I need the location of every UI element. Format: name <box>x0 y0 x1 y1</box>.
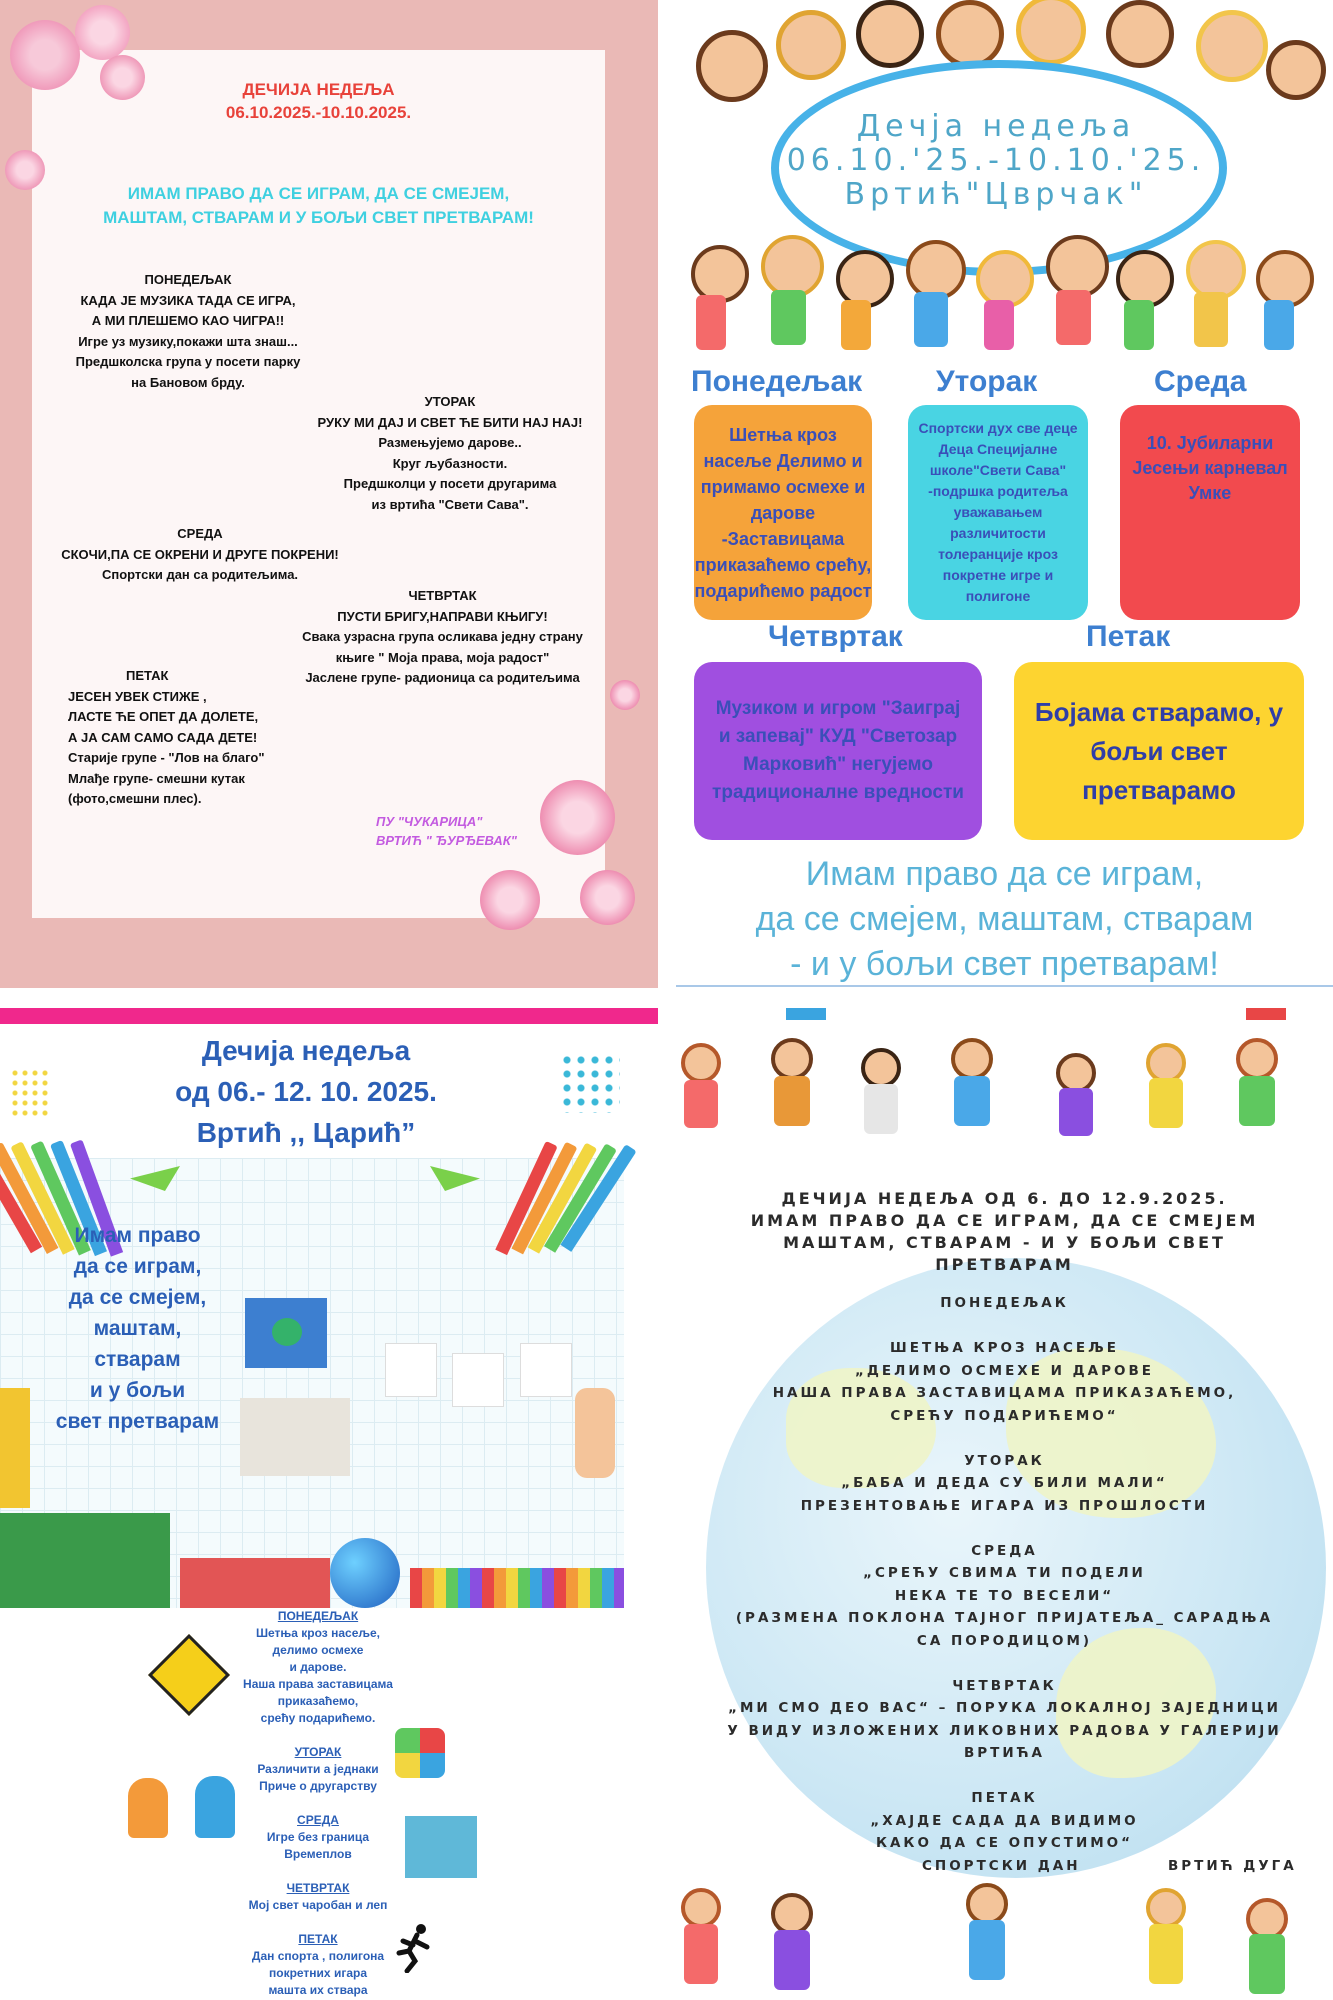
divider <box>676 985 1333 987</box>
signature-line: ВРТИЋ " ЂУРЂЕВАК" <box>376 833 517 848</box>
activity-line: Различити а једнаки <box>257 1762 379 1776</box>
flower-decoration <box>540 780 615 855</box>
poster-caric <box>0 1008 658 2000</box>
runner-icon <box>395 1923 435 1973</box>
motto-line: свет претварам <box>55 1410 220 1433</box>
classroom-photo <box>405 1816 477 1878</box>
day-title: ПОНЕДЕЉАК <box>144 272 232 287</box>
day-title: ПЕТАК <box>298 1932 338 1946</box>
flower-decoration <box>610 680 640 710</box>
kids-with-books-illustration <box>676 1868 1333 2000</box>
schedule-line: „МИ СМО ДЕО ВАС“ – ПОРУКА ЛОКАЛНОЈ ЗАЈЕДНИЦИ <box>728 1700 1281 1716</box>
day-title-thursday: Четвртак <box>768 620 903 653</box>
thursday-block <box>280 586 605 689</box>
poster-title <box>0 1030 612 1153</box>
poster-title: ДЕЧИЈА НЕДЕЉА <box>242 80 395 99</box>
motto-line: Имам право <box>74 1224 201 1247</box>
schedule-line: КАКО ДА СЕ ОПУСТИМО“ <box>875 1835 1134 1851</box>
motto-line: маштам, <box>93 1317 182 1340</box>
activity-line: РУКУ МИ ДАЈ И СВЕТ ЋЕ БИТИ НАЈ НАЈ! <box>317 414 583 430</box>
activity-line: Размењујемо дарове.. <box>378 435 522 450</box>
day-title: СРЕДА <box>177 526 223 541</box>
day-activity: Шетња кроз насеље Делимо и примамо осмехе и дарове -Заставицама приказаћемо срећу, подарићемо радост <box>694 424 872 601</box>
header-dates: 06.10.'25.-10.10.'25. <box>786 143 1206 178</box>
poster-duga <box>676 1008 1333 2000</box>
day-activity: 10. Јубиларни Јесењи карневал Умке <box>1132 433 1288 503</box>
day-box-monday <box>694 405 872 620</box>
schedule-line: У ВИДУ ИЗЛОЖЕНИХ ЛИКОВНИХ РАДОВА У ГАЛЕРИЈИ <box>727 1722 1282 1739</box>
wednesday-block <box>35 524 365 586</box>
activity-line: Предшколска група у посети парку <box>75 354 301 369</box>
title-line: Вртић ,, Царић” <box>196 1117 416 1148</box>
activity-line: Старије групе - "Лов на благо" <box>68 750 265 765</box>
activity-line: Дан спорта , полигона <box>251 1949 385 1963</box>
schedule-line: СПОРТСКИ ДАН <box>922 1858 1081 1874</box>
schedule-line: ПРЕЗЕНТОВАЊЕ ИГАРА ИЗ ПРОШЛОСТИ <box>800 1497 1209 1514</box>
title-line: ДЕЧИЈА НЕДЕЉА ОД 6. ДО 12.9.2025. <box>781 1189 1228 1208</box>
header-kindergarten: Вртић"Цврчак" <box>844 177 1148 212</box>
flower-decoration <box>75 5 130 60</box>
friday-block <box>68 666 328 810</box>
schedule-line: НЕКА ТЕ ТО ВЕСЕЛИ“ <box>894 1587 1115 1604</box>
activity-line: (фото,смешни плес). <box>68 791 202 806</box>
activity-line: из вртића "Свети Сава". <box>371 496 529 512</box>
day-title: УТОРАК <box>294 1745 342 1759</box>
title-line: од 06.- 12. 10. 2025. <box>175 1076 437 1107</box>
motto-line: МАШТАМ, СТВАРАМ И У БОЉИ СВЕТ ПРЕТВАРАМ! <box>103 208 534 227</box>
day-title-monday: Понедељак <box>691 365 863 398</box>
day-title-friday: Петак <box>1086 620 1171 653</box>
flower-decoration <box>580 870 635 925</box>
flower-decoration <box>480 870 540 930</box>
activity-line: Предшколци у посети другарима <box>343 476 557 491</box>
title-line: ПРЕТВАРАМ <box>935 1255 1074 1274</box>
activity-line: Наша права заставицама <box>243 1677 393 1691</box>
activity-line: срећу подарићемо. <box>260 1711 376 1725</box>
day-box-wednesday <box>1120 405 1300 620</box>
motto-line: и у бољи <box>89 1379 186 1402</box>
day-title-tuesday: Уторак <box>936 365 1038 398</box>
puzzle-icon <box>395 1728 445 1778</box>
schedule-line: СА ПОРОДИЦОМ) <box>916 1632 1093 1649</box>
title-line: ИМАМ ПРАВО ДА СЕ ИГРАМ, ДА СЕ СМЕЈЕМ <box>750 1211 1259 1230</box>
activity-line: делимо осмехе <box>272 1643 364 1657</box>
spacer <box>676 1427 1333 1450</box>
day-activity: Музиком и игром "Заиграј и запевај" КУД "Светозар Марковић" негујемо традиционалне вредности <box>712 698 964 803</box>
schedule-line: „ХАЈДЕ САДА ДА ВИДИМО <box>870 1812 1139 1829</box>
kids-with-books-illustration <box>676 1008 1333 1178</box>
day-title: ПОНЕДЕЉАК <box>277 1609 359 1623</box>
motto-line: да се смејем, маштам, стварам <box>755 900 1254 938</box>
day-title: ПЕТАК <box>126 668 169 683</box>
activity-line: машта их ствара <box>268 1983 368 1997</box>
day-box-friday <box>1014 662 1304 840</box>
activity-line: Јаслене групе- радионица са родитељима <box>305 670 580 685</box>
poster-title <box>676 1188 1333 1276</box>
day-activity: Спортски дух све деце Деца Специјалне школе"Свети Сава" -подршка родитеља уважавањем различитости толеранције кроз покретне игре и полигоне <box>918 420 1078 604</box>
activity-line: Игре без граница <box>266 1830 370 1844</box>
activity-line: СКОЧИ,ПА СЕ ОКРЕНИ И ДРУГЕ ПОКРЕНИ! <box>61 546 339 562</box>
schedule-line: ШЕТЊА КРОЗ НАСЕЉЕ <box>890 1340 1119 1356</box>
day-title: СРЕДА <box>297 1813 339 1827</box>
schedule-line: „ДЕЛИМО ОСМЕХЕ И ДАРОВЕ <box>855 1362 1154 1379</box>
schedule-line: СРЕЋУ ПОДАРИЋЕМО“ <box>890 1407 1119 1424</box>
activity-line: ЛАСТЕ ЋЕ ОПЕТ ДА ДОЛЕТЕ, <box>68 709 259 724</box>
top-stripe <box>0 1008 658 1024</box>
spacer <box>676 1517 1333 1540</box>
motto-block <box>30 1220 245 1437</box>
activity-line: КАДА ЈЕ МУЗИКА ТАДА СЕ ИГРА, <box>80 292 296 308</box>
activity-line: ПУСТИ БРИГУ,НАПРАВИ КЊИГУ! <box>337 608 548 624</box>
spacer <box>676 1765 1333 1788</box>
motto-line: да се смејем, <box>68 1286 207 1309</box>
activity-line: Свака узрасна група осликава једну страну <box>302 629 583 644</box>
day-activity: Бојама стварамо, у бољи свет претварамо <box>1034 696 1284 805</box>
header-title: Дечја недеља <box>856 109 1136 144</box>
schedule-line: ВРТИЋА <box>964 1745 1045 1761</box>
schedule <box>218 1608 418 1999</box>
activity-line: покретних игара <box>269 1966 367 1980</box>
schedule <box>676 1292 1333 1855</box>
schedule-line: ПОНЕДЕЉАК <box>940 1295 1069 1311</box>
activity-line: на Бановом брду. <box>131 374 245 390</box>
activity-line: Спортски дан са родитељима. <box>101 567 299 582</box>
motto-line: стварам <box>94 1348 181 1371</box>
day-title: ЧЕТВРТАК <box>286 1881 350 1895</box>
poster-motto <box>676 852 1333 987</box>
activity-line: Шетња кроз насеље, <box>255 1626 381 1640</box>
day-title-wednesday: Среда <box>1154 365 1247 398</box>
tuesday-block <box>300 392 600 515</box>
day-box-tuesday <box>908 405 1088 620</box>
motto-line: ИМАМ ПРАВО ДА СЕ ИГРАМ, ДА СЕ СМЕЈЕМ, <box>127 184 510 203</box>
motto-line: - и у бољи свет претварам! <box>790 945 1219 983</box>
title-line: Дечија недеља <box>201 1035 411 1066</box>
activity-line: приказаћемо, <box>277 1694 359 1708</box>
activity-line: књиге " Моја права, моја радост" <box>335 649 550 665</box>
activity-line: А МИ ПЛЕШЕМО КАО ЧИГРА!! <box>91 313 285 328</box>
activity-line: Мој свет чаробан и леп <box>248 1898 388 1912</box>
schedule-line: (РАЗМЕНА ПОКЛОНА ТАЈНОГ ПРИЈАТЕЉА_ САРАДЊА <box>735 1610 1274 1626</box>
spacer <box>676 1315 1333 1338</box>
activity-line: Млађе групе- смешни кутак <box>68 770 245 786</box>
signature-line: ПУ "ЧУКАРИЦА" <box>376 814 483 829</box>
spacer <box>676 1652 1333 1675</box>
schedule-line: НАША ПРАВА ЗАСТАВИЦАМА ПРИКАЗАЋЕМО, <box>772 1385 1237 1401</box>
schedule-line: СРЕДА <box>971 1542 1038 1559</box>
poster-djurdjevak <box>0 0 658 988</box>
day-title: УТОРАК <box>424 394 476 409</box>
motto-line: да се играм, <box>73 1255 202 1278</box>
schedule-line: УТОРАК <box>964 1452 1045 1469</box>
schedule-line: ПЕТАК <box>971 1790 1038 1806</box>
signature <box>376 812 517 850</box>
child-icon <box>128 1778 168 1838</box>
poster-header <box>776 110 1216 212</box>
monday-block <box>58 270 318 393</box>
schedule-line: „СРЕЋУ СВИМА ТИ ПОДЕЛИ <box>863 1565 1146 1581</box>
activity-line: Времеплов <box>284 1847 352 1861</box>
child-icon <box>195 1776 235 1838</box>
dots-decoration <box>10 1068 50 1118</box>
schedule-line: ЧЕТВРТАК <box>952 1677 1057 1694</box>
activity-line: Круг љубазности. <box>392 455 508 471</box>
poster-dates: 06.10.2025.-10.10.2025. <box>225 103 412 122</box>
activity-line: Приче о другарству <box>259 1779 377 1793</box>
dots-decoration <box>560 1053 620 1113</box>
activity-line: Игре уз музику,покажи шта знаш... <box>78 333 298 349</box>
activity-line: и дарове. <box>289 1660 347 1674</box>
activity-line: ЈЕСЕН УВЕК СТИЖЕ , <box>68 688 207 704</box>
activity-line: А ЈА САМ САМО САДА ДЕТЕ! <box>68 729 258 745</box>
poster-cvrcak <box>676 0 1333 988</box>
day-title: ЧЕТВРТАК <box>408 588 477 603</box>
kindergarten-name: ВРТИЋ ДУГА <box>1168 1858 1297 1874</box>
title-line: МАШТАМ, СТВАРАМ - И У БОЉИ СВЕТ <box>783 1233 1226 1252</box>
motto-line: Имам право да се играм, <box>805 855 1204 893</box>
schedule-line: „БАБА И ДЕДА СУ БИЛИ МАЛИ“ <box>841 1475 1168 1491</box>
day-box-thursday <box>694 662 982 840</box>
